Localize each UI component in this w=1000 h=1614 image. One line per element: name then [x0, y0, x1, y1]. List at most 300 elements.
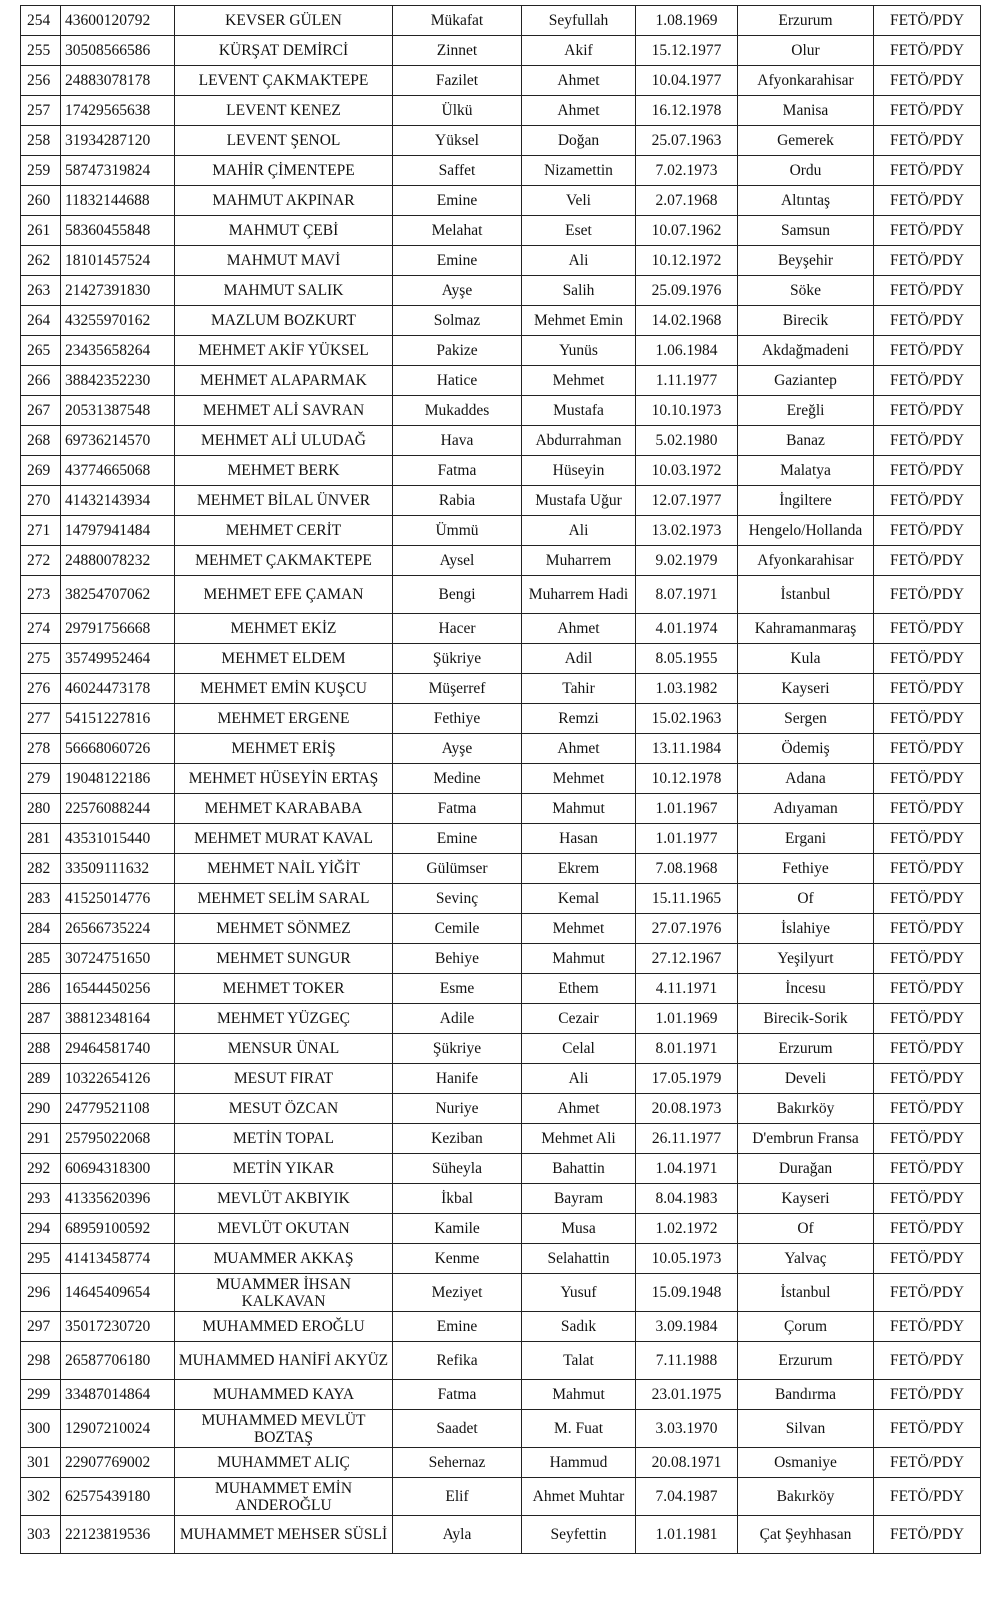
id-number-cell: 25795022068: [61, 1124, 175, 1154]
mother-name-cell: Hatice: [393, 366, 522, 396]
id-number-cell: 46024473178: [61, 674, 175, 704]
row-number-cell: 294: [21, 1214, 61, 1244]
birth-date-cell: 13.02.1973: [636, 516, 738, 546]
father-name-cell: Doğan: [522, 126, 636, 156]
mother-name-cell: Hava: [393, 426, 522, 456]
id-number-cell: 56668060726: [61, 734, 175, 764]
mother-name-cell: Ümmü: [393, 516, 522, 546]
birth-date-cell: 1.08.1969: [636, 6, 738, 36]
organization-cell: FETÖ/PDY: [874, 1516, 981, 1554]
full-name-cell: MEHMET SUNGUR: [175, 944, 393, 974]
id-number-cell: 10322654126: [61, 1064, 175, 1094]
father-name-cell: Mahmut: [522, 794, 636, 824]
row-number-cell: 292: [21, 1154, 61, 1184]
table-row: [21, 1244, 981, 1274]
mother-name-cell: Emine: [393, 824, 522, 854]
table-row: [21, 546, 981, 576]
id-number-cell: 41525014776: [61, 884, 175, 914]
mother-name-cell: Ayşe: [393, 734, 522, 764]
father-name-cell: Tahir: [522, 674, 636, 704]
birth-place-cell: Develi: [738, 1064, 874, 1094]
mother-name-cell: Behiye: [393, 944, 522, 974]
birth-place-cell: Olur: [738, 36, 874, 66]
birth-date-cell: 15.02.1963: [636, 704, 738, 734]
id-number-cell: 21427391830: [61, 276, 175, 306]
mother-name-cell: Zinnet: [393, 36, 522, 66]
organization-cell: FETÖ/PDY: [874, 1004, 981, 1034]
birth-place-cell: Çat Şeyhhasan: [738, 1516, 874, 1554]
organization-cell: FETÖ/PDY: [874, 1184, 981, 1214]
id-number-cell: 19048122186: [61, 764, 175, 794]
table-row: [21, 974, 981, 1004]
birth-place-cell: Sergen: [738, 704, 874, 734]
birth-place-cell: Birecik-Sorik: [738, 1004, 874, 1034]
organization-cell: FETÖ/PDY: [874, 824, 981, 854]
id-number-cell: 23435658264: [61, 336, 175, 366]
row-number-cell: 277: [21, 704, 61, 734]
organization-cell: FETÖ/PDY: [874, 1214, 981, 1244]
mother-name-cell: Mukaddes: [393, 396, 522, 426]
birth-date-cell: 15.09.1948: [636, 1274, 738, 1312]
father-name-cell: Abdurrahman: [522, 426, 636, 456]
table-row: [21, 674, 981, 704]
table-row: [21, 794, 981, 824]
table-row: [21, 246, 981, 276]
full-name-cell: LEVENT ÇAKMAKTEPE: [175, 66, 393, 96]
full-name-cell: METİN TOPAL: [175, 1124, 393, 1154]
table-row: [21, 884, 981, 914]
id-number-cell: 38812348164: [61, 1004, 175, 1034]
birth-date-cell: 8.07.1971: [636, 576, 738, 614]
birth-date-cell: 1.01.1977: [636, 824, 738, 854]
organization-cell: FETÖ/PDY: [874, 126, 981, 156]
id-number-cell: 30724751650: [61, 944, 175, 974]
mother-name-cell: Aysel: [393, 546, 522, 576]
father-name-cell: Talat: [522, 1342, 636, 1380]
id-number-cell: 41413458774: [61, 1244, 175, 1274]
full-name-cell: MUHAMMET ALIÇ: [175, 1448, 393, 1478]
table-row: [21, 1342, 981, 1380]
father-name-cell: Ahmet: [522, 734, 636, 764]
id-number-cell: 17429565638: [61, 96, 175, 126]
birth-place-cell: Gemerek: [738, 126, 874, 156]
mother-name-cell: Fatma: [393, 1380, 522, 1410]
birth-place-cell: Yeşilyurt: [738, 944, 874, 974]
mother-name-cell: Keziban: [393, 1124, 522, 1154]
birth-date-cell: 9.02.1979: [636, 546, 738, 576]
mother-name-cell: Meziyet: [393, 1274, 522, 1312]
row-number-cell: 267: [21, 396, 61, 426]
organization-cell: FETÖ/PDY: [874, 914, 981, 944]
row-number-cell: 293: [21, 1184, 61, 1214]
birth-place-cell: Durağan: [738, 1154, 874, 1184]
birth-place-cell: Kayseri: [738, 1184, 874, 1214]
birth-date-cell: 3.09.1984: [636, 1312, 738, 1342]
father-name-cell: Yusuf: [522, 1274, 636, 1312]
father-name-cell: Ahmet: [522, 96, 636, 126]
organization-cell: FETÖ/PDY: [874, 456, 981, 486]
birth-date-cell: 10.10.1973: [636, 396, 738, 426]
birth-date-cell: 10.04.1977: [636, 66, 738, 96]
row-number-cell: 274: [21, 614, 61, 644]
mother-name-cell: Fazilet: [393, 66, 522, 96]
id-number-cell: 33509111632: [61, 854, 175, 884]
birth-date-cell: 10.07.1962: [636, 216, 738, 246]
full-name-cell: MESUT ÖZCAN: [175, 1094, 393, 1124]
birth-place-cell: Ödemiş: [738, 734, 874, 764]
organization-cell: FETÖ/PDY: [874, 764, 981, 794]
row-number-cell: 273: [21, 576, 61, 614]
table-row: [21, 96, 981, 126]
father-name-cell: Musa: [522, 1214, 636, 1244]
table-row: [21, 1094, 981, 1124]
father-name-cell: Hasan: [522, 824, 636, 854]
table-row: [21, 1034, 981, 1064]
father-name-cell: Hüseyin: [522, 456, 636, 486]
table-row: [21, 914, 981, 944]
birth-date-cell: 12.07.1977: [636, 486, 738, 516]
row-number-cell: 285: [21, 944, 61, 974]
row-number-cell: 290: [21, 1094, 61, 1124]
row-number-cell: 264: [21, 306, 61, 336]
id-number-cell: 11832144688: [61, 186, 175, 216]
birth-place-cell: Adıyaman: [738, 794, 874, 824]
birth-date-cell: 27.07.1976: [636, 914, 738, 944]
birth-date-cell: 8.05.1955: [636, 644, 738, 674]
father-name-cell: Ahmet Muhtar: [522, 1478, 636, 1516]
table-row: [21, 644, 981, 674]
row-number-cell: 280: [21, 794, 61, 824]
full-name-cell: MEHMET ERGENE: [175, 704, 393, 734]
organization-cell: FETÖ/PDY: [874, 1244, 981, 1274]
row-number-cell: 286: [21, 974, 61, 1004]
full-name-cell: MUAMMER AKKAŞ: [175, 1244, 393, 1274]
table-row: [21, 1184, 981, 1214]
birth-date-cell: 17.05.1979: [636, 1064, 738, 1094]
birth-date-cell: 5.02.1980: [636, 426, 738, 456]
birth-date-cell: 20.08.1973: [636, 1094, 738, 1124]
row-number-cell: 266: [21, 366, 61, 396]
birth-place-cell: Ergani: [738, 824, 874, 854]
row-number-cell: 270: [21, 486, 61, 516]
full-name-cell: MEVLÜT AKBIYIK: [175, 1184, 393, 1214]
id-number-cell: 43531015440: [61, 824, 175, 854]
full-name-cell: MEVLÜT OKUTAN: [175, 1214, 393, 1244]
father-name-cell: Sadık: [522, 1312, 636, 1342]
mother-name-cell: Cemile: [393, 914, 522, 944]
birth-place-cell: Banaz: [738, 426, 874, 456]
birth-place-cell: Kahramanmaraş: [738, 614, 874, 644]
father-name-cell: Adil: [522, 644, 636, 674]
mother-name-cell: Ayşe: [393, 276, 522, 306]
birth-place-cell: Altıntaş: [738, 186, 874, 216]
father-name-cell: Selahattin: [522, 1244, 636, 1274]
row-number-cell: 268: [21, 426, 61, 456]
birth-place-cell: Of: [738, 1214, 874, 1244]
row-number-cell: 284: [21, 914, 61, 944]
row-number-cell: 299: [21, 1380, 61, 1410]
birth-date-cell: 16.12.1978: [636, 96, 738, 126]
birth-place-cell: İncesu: [738, 974, 874, 1004]
row-number-cell: 255: [21, 36, 61, 66]
father-name-cell: Eset: [522, 216, 636, 246]
birth-place-cell: Erzurum: [738, 6, 874, 36]
birth-place-cell: Hengelo/Hollanda: [738, 516, 874, 546]
father-name-cell: Bayram: [522, 1184, 636, 1214]
organization-cell: FETÖ/PDY: [874, 794, 981, 824]
organization-cell: FETÖ/PDY: [874, 1094, 981, 1124]
birth-place-cell: Yalvaç: [738, 1244, 874, 1274]
full-name-cell: MUHAMMED EROĞLU: [175, 1312, 393, 1342]
id-number-cell: 54151227816: [61, 704, 175, 734]
row-number-cell: 302: [21, 1478, 61, 1516]
birth-date-cell: 1.03.1982: [636, 674, 738, 704]
mother-name-cell: Emine: [393, 246, 522, 276]
full-name-cell: MEHMET BİLAL ÜNVER: [175, 486, 393, 516]
full-name-cell: MUHAMMED MEVLÜT BOZTAŞ: [175, 1410, 393, 1448]
full-name-cell: MAHMUT SALIK: [175, 276, 393, 306]
mother-name-cell: Adile: [393, 1004, 522, 1034]
row-number-cell: 303: [21, 1516, 61, 1554]
birth-date-cell: 14.02.1968: [636, 306, 738, 336]
organization-cell: FETÖ/PDY: [874, 216, 981, 246]
mother-name-cell: Pakize: [393, 336, 522, 366]
father-name-cell: Veli: [522, 186, 636, 216]
father-name-cell: Bahattin: [522, 1154, 636, 1184]
father-name-cell: Muharrem Hadi: [522, 576, 636, 614]
full-name-cell: MEHMET HÜSEYİN ERTAŞ: [175, 764, 393, 794]
full-name-cell: MEHMET ERİŞ: [175, 734, 393, 764]
row-number-cell: 287: [21, 1004, 61, 1034]
full-name-cell: MEHMET EFE ÇAMAN: [175, 576, 393, 614]
row-number-cell: 278: [21, 734, 61, 764]
birth-date-cell: 7.02.1973: [636, 156, 738, 186]
id-number-cell: 14797941484: [61, 516, 175, 546]
organization-cell: FETÖ/PDY: [874, 186, 981, 216]
row-number-cell: 281: [21, 824, 61, 854]
full-name-cell: MEHMET AKİF YÜKSEL: [175, 336, 393, 366]
table-row: [21, 426, 981, 456]
full-name-cell: MEHMET ELDEM: [175, 644, 393, 674]
father-name-cell: Mustafa: [522, 396, 636, 426]
birth-date-cell: 27.12.1967: [636, 944, 738, 974]
organization-cell: FETÖ/PDY: [874, 704, 981, 734]
organization-cell: FETÖ/PDY: [874, 96, 981, 126]
father-name-cell: Kemal: [522, 884, 636, 914]
id-number-cell: 26587706180: [61, 1342, 175, 1380]
mother-name-cell: Saadet: [393, 1410, 522, 1448]
table-row: [21, 186, 981, 216]
birth-place-cell: Osmaniye: [738, 1448, 874, 1478]
birth-date-cell: 1.01.1969: [636, 1004, 738, 1034]
id-number-cell: 38254707062: [61, 576, 175, 614]
father-name-cell: Ali: [522, 516, 636, 546]
id-number-cell: 33487014864: [61, 1380, 175, 1410]
table-row: [21, 1410, 981, 1448]
birth-date-cell: 10.12.1972: [636, 246, 738, 276]
birth-date-cell: 4.01.1974: [636, 614, 738, 644]
mother-name-cell: Fatma: [393, 456, 522, 486]
id-number-cell: 58360455848: [61, 216, 175, 246]
mother-name-cell: Kenme: [393, 1244, 522, 1274]
full-name-cell: MEHMET YÜZGEÇ: [175, 1004, 393, 1034]
full-name-cell: MEHMET MURAT KAVAL: [175, 824, 393, 854]
birth-date-cell: 8.04.1983: [636, 1184, 738, 1214]
id-number-cell: 58747319824: [61, 156, 175, 186]
organization-cell: FETÖ/PDY: [874, 156, 981, 186]
birth-date-cell: 25.07.1963: [636, 126, 738, 156]
birth-place-cell: Birecik: [738, 306, 874, 336]
table-row: [21, 156, 981, 186]
id-number-cell: 12907210024: [61, 1410, 175, 1448]
full-name-cell: MEHMET EKİZ: [175, 614, 393, 644]
id-number-cell: 14645409654: [61, 1274, 175, 1312]
row-number-cell: 272: [21, 546, 61, 576]
organization-cell: FETÖ/PDY: [874, 486, 981, 516]
id-number-cell: 29464581740: [61, 1034, 175, 1064]
id-number-cell: 35749952464: [61, 644, 175, 674]
row-number-cell: 297: [21, 1312, 61, 1342]
organization-cell: FETÖ/PDY: [874, 1154, 981, 1184]
organization-cell: FETÖ/PDY: [874, 426, 981, 456]
organization-cell: FETÖ/PDY: [874, 674, 981, 704]
organization-cell: FETÖ/PDY: [874, 1448, 981, 1478]
row-number-cell: 279: [21, 764, 61, 794]
row-number-cell: 295: [21, 1244, 61, 1274]
father-name-cell: Nizamettin: [522, 156, 636, 186]
organization-cell: FETÖ/PDY: [874, 944, 981, 974]
row-number-cell: 276: [21, 674, 61, 704]
mother-name-cell: Gülümser: [393, 854, 522, 884]
father-name-cell: Ahmet: [522, 614, 636, 644]
father-name-cell: Mehmet Emin: [522, 306, 636, 336]
organization-cell: FETÖ/PDY: [874, 1124, 981, 1154]
father-name-cell: Mehmet: [522, 914, 636, 944]
birth-date-cell: 1.06.1984: [636, 336, 738, 366]
organization-cell: FETÖ/PDY: [874, 1342, 981, 1380]
mother-name-cell: Kamile: [393, 1214, 522, 1244]
father-name-cell: M. Fuat: [522, 1410, 636, 1448]
table-row: [21, 764, 981, 794]
full-name-cell: MUHAMMET MEHSER SÜSLİ: [175, 1516, 393, 1554]
father-name-cell: Seyfettin: [522, 1516, 636, 1554]
organization-cell: FETÖ/PDY: [874, 1478, 981, 1516]
row-number-cell: 269: [21, 456, 61, 486]
table-row: [21, 1124, 981, 1154]
organization-cell: FETÖ/PDY: [874, 396, 981, 426]
full-name-cell: KEVSER GÜLEN: [175, 6, 393, 36]
id-number-cell: 24779521108: [61, 1094, 175, 1124]
table-row: [21, 1312, 981, 1342]
organization-cell: FETÖ/PDY: [874, 576, 981, 614]
mother-name-cell: Emine: [393, 1312, 522, 1342]
mother-name-cell: Hanife: [393, 1064, 522, 1094]
table-row: [21, 1516, 981, 1554]
mother-name-cell: Elif: [393, 1478, 522, 1516]
birth-date-cell: 4.11.1971: [636, 974, 738, 1004]
row-number-cell: 289: [21, 1064, 61, 1094]
birth-place-cell: Akdağmadeni: [738, 336, 874, 366]
full-name-cell: MEHMET KARABABA: [175, 794, 393, 824]
father-name-cell: Mustafa Uğur: [522, 486, 636, 516]
birth-place-cell: Fethiye: [738, 854, 874, 884]
mother-name-cell: Saffet: [393, 156, 522, 186]
father-name-cell: Ali: [522, 1064, 636, 1094]
organization-cell: FETÖ/PDY: [874, 614, 981, 644]
mother-name-cell: Rabia: [393, 486, 522, 516]
full-name-cell: MUHAMMET EMİN ANDEROĞLU: [175, 1478, 393, 1516]
row-number-cell: 260: [21, 186, 61, 216]
organization-cell: FETÖ/PDY: [874, 516, 981, 546]
father-name-cell: Cezair: [522, 1004, 636, 1034]
mother-name-cell: Süheyla: [393, 1154, 522, 1184]
birth-date-cell: 1.01.1981: [636, 1516, 738, 1554]
table-row: [21, 456, 981, 486]
table-row: [21, 366, 981, 396]
birth-place-cell: Ereğli: [738, 396, 874, 426]
id-number-cell: 41432143934: [61, 486, 175, 516]
birth-place-cell: Kayseri: [738, 674, 874, 704]
table-row: [21, 516, 981, 546]
id-number-cell: 43774665068: [61, 456, 175, 486]
full-name-cell: MEHMET ALAPARMAK: [175, 366, 393, 396]
birth-date-cell: 7.04.1987: [636, 1478, 738, 1516]
full-name-cell: MENSUR ÜNAL: [175, 1034, 393, 1064]
birth-place-cell: İstanbul: [738, 1274, 874, 1312]
id-number-cell: 22907769002: [61, 1448, 175, 1478]
organization-cell: FETÖ/PDY: [874, 546, 981, 576]
organization-cell: FETÖ/PDY: [874, 884, 981, 914]
full-name-cell: MAHMUT ÇEBİ: [175, 216, 393, 246]
id-number-cell: 31934287120: [61, 126, 175, 156]
mother-name-cell: Solmaz: [393, 306, 522, 336]
id-number-cell: 68959100592: [61, 1214, 175, 1244]
full-name-cell: MEHMET ÇAKMAKTEPE: [175, 546, 393, 576]
organization-cell: FETÖ/PDY: [874, 734, 981, 764]
row-number-cell: 296: [21, 1274, 61, 1312]
father-name-cell: Seyfullah: [522, 6, 636, 36]
birth-place-cell: Afyonkarahisar: [738, 546, 874, 576]
mother-name-cell: Medine: [393, 764, 522, 794]
organization-cell: FETÖ/PDY: [874, 246, 981, 276]
birth-place-cell: Manisa: [738, 96, 874, 126]
birth-date-cell: 23.01.1975: [636, 1380, 738, 1410]
organization-cell: FETÖ/PDY: [874, 66, 981, 96]
birth-date-cell: 10.05.1973: [636, 1244, 738, 1274]
id-number-cell: 26566735224: [61, 914, 175, 944]
mother-name-cell: Ayla: [393, 1516, 522, 1554]
table-row: [21, 306, 981, 336]
row-number-cell: 282: [21, 854, 61, 884]
mother-name-cell: İkbal: [393, 1184, 522, 1214]
row-number-cell: 265: [21, 336, 61, 366]
father-name-cell: Yunüs: [522, 336, 636, 366]
father-name-cell: Ekrem: [522, 854, 636, 884]
table-row: [21, 396, 981, 426]
id-number-cell: 30508566586: [61, 36, 175, 66]
organization-cell: FETÖ/PDY: [874, 336, 981, 366]
organization-cell: FETÖ/PDY: [874, 276, 981, 306]
full-name-cell: LEVENT ŞENOL: [175, 126, 393, 156]
full-name-cell: MUHAMMED HANİFİ AKYÜZ: [175, 1342, 393, 1380]
full-name-cell: MAHMUT AKPINAR: [175, 186, 393, 216]
row-number-cell: 263: [21, 276, 61, 306]
father-name-cell: Ali: [522, 246, 636, 276]
organization-cell: FETÖ/PDY: [874, 1034, 981, 1064]
row-number-cell: 257: [21, 96, 61, 126]
birth-date-cell: 7.08.1968: [636, 854, 738, 884]
row-number-cell: 291: [21, 1124, 61, 1154]
